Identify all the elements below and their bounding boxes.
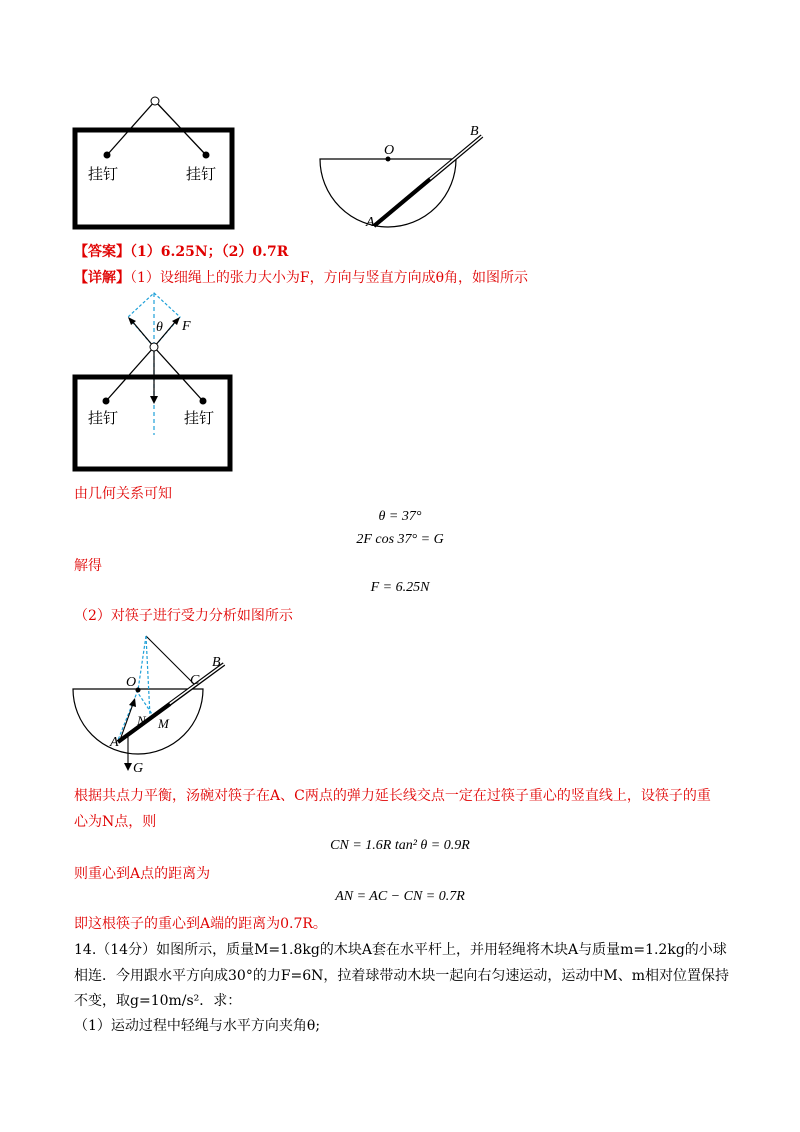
equation-3: F = 6.25N (370, 580, 430, 595)
bowl-chopstick-figure (310, 122, 500, 237)
equation-5: AN = AC − CN = 0.7R (335, 889, 465, 904)
equation-2: 2F cos 37° = G (356, 532, 444, 547)
fig4-label-O: O (126, 675, 137, 690)
fig2-label-A: A (366, 215, 375, 230)
answer-text: （1）6.25N；（2）0.7R (130, 244, 289, 260)
fig4-label-N: N (137, 713, 146, 728)
fig1-label-left: 挂钉 (88, 167, 119, 183)
solve-label: 解得 (74, 558, 102, 574)
force-analysis-frame-figure (70, 290, 240, 475)
left-hook (104, 152, 111, 159)
fig3-label-theta: θ (156, 320, 163, 335)
fig4-label-B: B (212, 655, 221, 670)
fig4-label-G: G (133, 761, 144, 776)
detail-line (74, 268, 528, 288)
fig2-label-B: B (470, 124, 479, 139)
problem14-line3: 不变，取g=10m/s²．求： (74, 993, 242, 1009)
fig2-label-O: O (384, 143, 395, 158)
frame-hanging-figure (70, 92, 240, 232)
paragraph-line-2: 心为N点，则 (74, 814, 157, 830)
normal-C-line (146, 636, 196, 686)
nail (151, 97, 159, 105)
nail-2 (150, 343, 158, 351)
detail-text: （1）设细绳上的张力大小为F，方向与竖直方向成θ角，如图所示 (130, 270, 529, 286)
paragraph-line-1: 根据共点力平衡，汤碗对筷子在A、C两点的弹力延长线交点一定在过筷子重心的竖直线上，设筷子的重 (74, 788, 711, 804)
part2-intro: （2）对筷子进行受力分析如图所示 (74, 608, 293, 624)
G-arrowhead-2 (124, 763, 132, 771)
equation-4: CN = 1.6R tan² θ = 0.9R (330, 838, 470, 853)
right-hook (203, 152, 210, 159)
fig3-label-F: F (182, 319, 191, 334)
fig4-label-M: M (158, 716, 169, 731)
chopstick-force-figure (70, 628, 240, 778)
problem14-line1: 14.（14分）如图所示，质量M=1.8kg的木块A套在水平杆上，并用轻绳将木块A与质量m=1.2kg的小球 (74, 942, 727, 958)
N-force-arrowhead (129, 698, 136, 707)
fig3-label-left: 挂钉 (88, 411, 119, 427)
problem14-line2: 相连．今用跟水平方向成30°的力F=6N，拉着球带动木块一起向右匀速运动，运动中M、m相对位置保持 (74, 968, 730, 984)
G-arrowhead (150, 396, 158, 404)
problem14-line4: （1）运动过程中轻绳与水平方向夹角θ; (74, 1018, 321, 1034)
conclusion: 即这根筷子的重心到A端的距离为0.7R。 (74, 916, 327, 932)
geometry-note: 由几何关系可知 (74, 486, 172, 502)
answer-tag: 【答案】 (74, 244, 130, 260)
detail-tag: 【详解】 (74, 270, 130, 286)
equation-1: θ = 37° (378, 509, 422, 524)
fig3-label-right: 挂钉 (184, 411, 215, 427)
answer-line (74, 242, 288, 262)
fig4-label-C: C (190, 673, 200, 688)
fig1-label-right: 挂钉 (186, 167, 217, 183)
fig4-label-A: A (110, 735, 119, 750)
distance-label: 则重心到A点的距离为 (74, 866, 211, 882)
